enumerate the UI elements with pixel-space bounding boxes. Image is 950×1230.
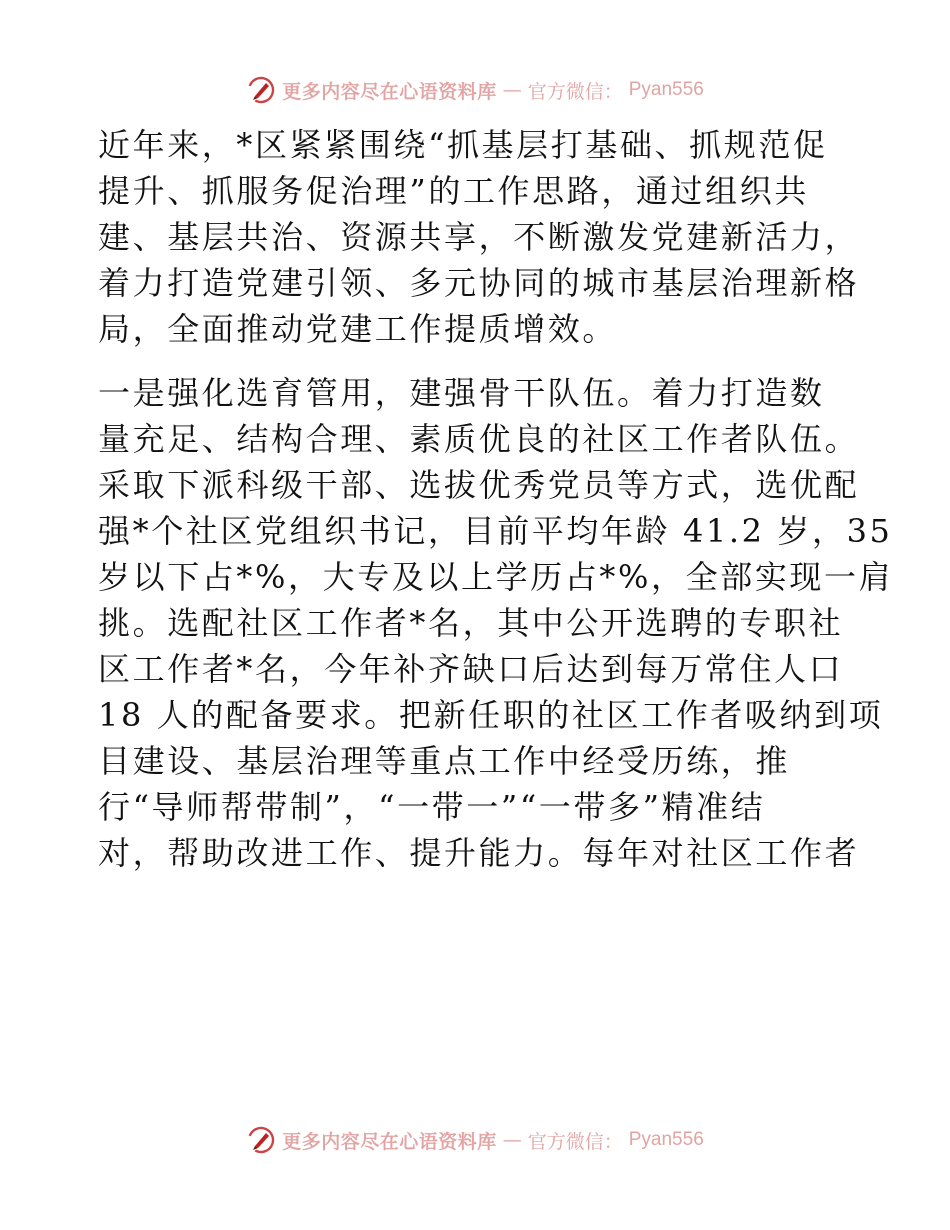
text-line: 目建设、基层治理等重点工作中经受历练，推 [98,742,791,780]
text-line: 局，全面推动党建工作提质增效。 [98,310,618,348]
feather-pen-logo-icon [246,75,276,105]
text-line: 量充足、结构合理、素质优良的社区工作者队伍。 [98,420,860,458]
text-line: 区工作者*名，今年补齐缺口后达到每万常住人口 [98,650,844,688]
text-line: 岁以下占*%，大专及以上学历占*%，全部实现一肩 [98,558,894,596]
watermark-promo-text: 更多内容尽在心语资料库 [282,1130,497,1153]
text-line: 挑。选配社区工作者*名，其中公开选聘的专职社 [98,604,844,642]
watermark-separator: — [502,1129,522,1151]
footer-watermark [0,1120,950,1160]
text-line: 一是强化选育管用，建强骨干队伍。着力打造数 [98,374,825,412]
text-line: 着力打造党建引领、多元协同的城市基层治理新格 [98,264,860,302]
watermark-wechat-id: Pyan556 [628,79,704,100]
text-line: 18 人的配备要求。把新任职的社区工作者吸纳到项 [98,696,884,734]
text-line: 对，帮助改进工作、提升能力。每年对社区工作者 [98,834,860,872]
paragraph-point-one [98,370,894,876]
text-line: 建、基层共治、资源共享，不断激发党建新活力， [98,218,860,256]
header-watermark [0,70,950,110]
watermark-wechat-label: 官方微信： [527,1130,623,1153]
text-line: 采取下派科级干部、选拔优秀党员等方式，选优配 [98,466,860,504]
feather-pen-logo-icon [246,1125,276,1155]
text-line: 近年来，*区紧紧围绕“抓基层打基础、抓规范促 [98,126,828,164]
watermark-wechat-id: Pyan556 [628,1129,704,1150]
document-body [98,122,894,876]
text-line: 提升、抓服务促治理”的工作思路，通过组织共 [98,172,809,210]
paragraph-intro [98,122,858,352]
text-line: 行“导师帮带制”，“一带一”“一带多”精准结 [98,788,766,826]
watermark-promo-text: 更多内容尽在心语资料库 [282,80,497,103]
text-line: 强*个社区党组织书记，目前平均年龄 41.2 岁，35 [98,512,893,550]
watermark-separator: — [502,79,522,101]
watermark-wechat-label: 官方微信： [527,80,623,103]
